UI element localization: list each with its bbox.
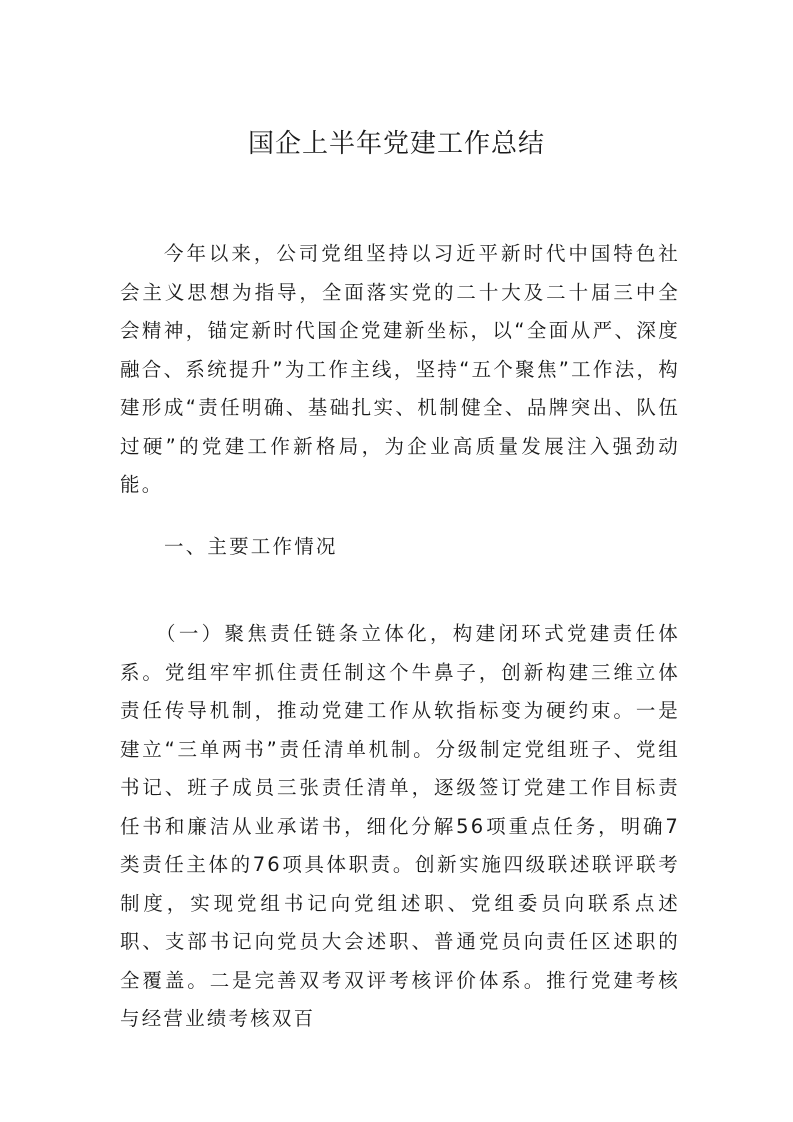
intro-paragraph: 今年以来，公司党组坚持以习近平新时代中国特色社会主义思想为指导，全面落实党的二十大及二十届三中全会精神，锚定新时代国企党建新坐标，以“全面从严、深度融合、系统提升”为工作主线，坚持“五个聚焦”工作法，构建形成“责任明确、基础扎实、机制健全、品牌突出、队伍过硬”的党建工作新格局，为企业高质量发展注入强劲动能。 — [120, 242, 680, 496]
section-paragraph: （一）聚焦责任链条立体化，构建闭环式党建责任体系。党组牢牢抓住责任制这个牛鼻子，创新构建三维立体责任传导机制，推动党建工作从软指标变为硬约束。一是建立“三单两书”责任清单机制。分级制定党组班子、党组书记、班子成员三张责任清单，逐级签订党建工作目标责任书和廉洁从业承诺书，细化分解56项重点任务，明确7类责任主体的76项具体职责。创新实施四级联述联评联考制度，实现党组书记向党组述职、党组委员向联系点述职、支部书记向党员大会述职、普通党员向责任区述职的全覆盖。二是完善双考双评考核评价体系。推行党建考核与经营业绩考核双百 — [120, 622, 680, 1030]
document-title: 国企上半年党建工作总结 — [247, 129, 545, 159]
section-heading: 一、主要工作情况 — [164, 535, 338, 558]
